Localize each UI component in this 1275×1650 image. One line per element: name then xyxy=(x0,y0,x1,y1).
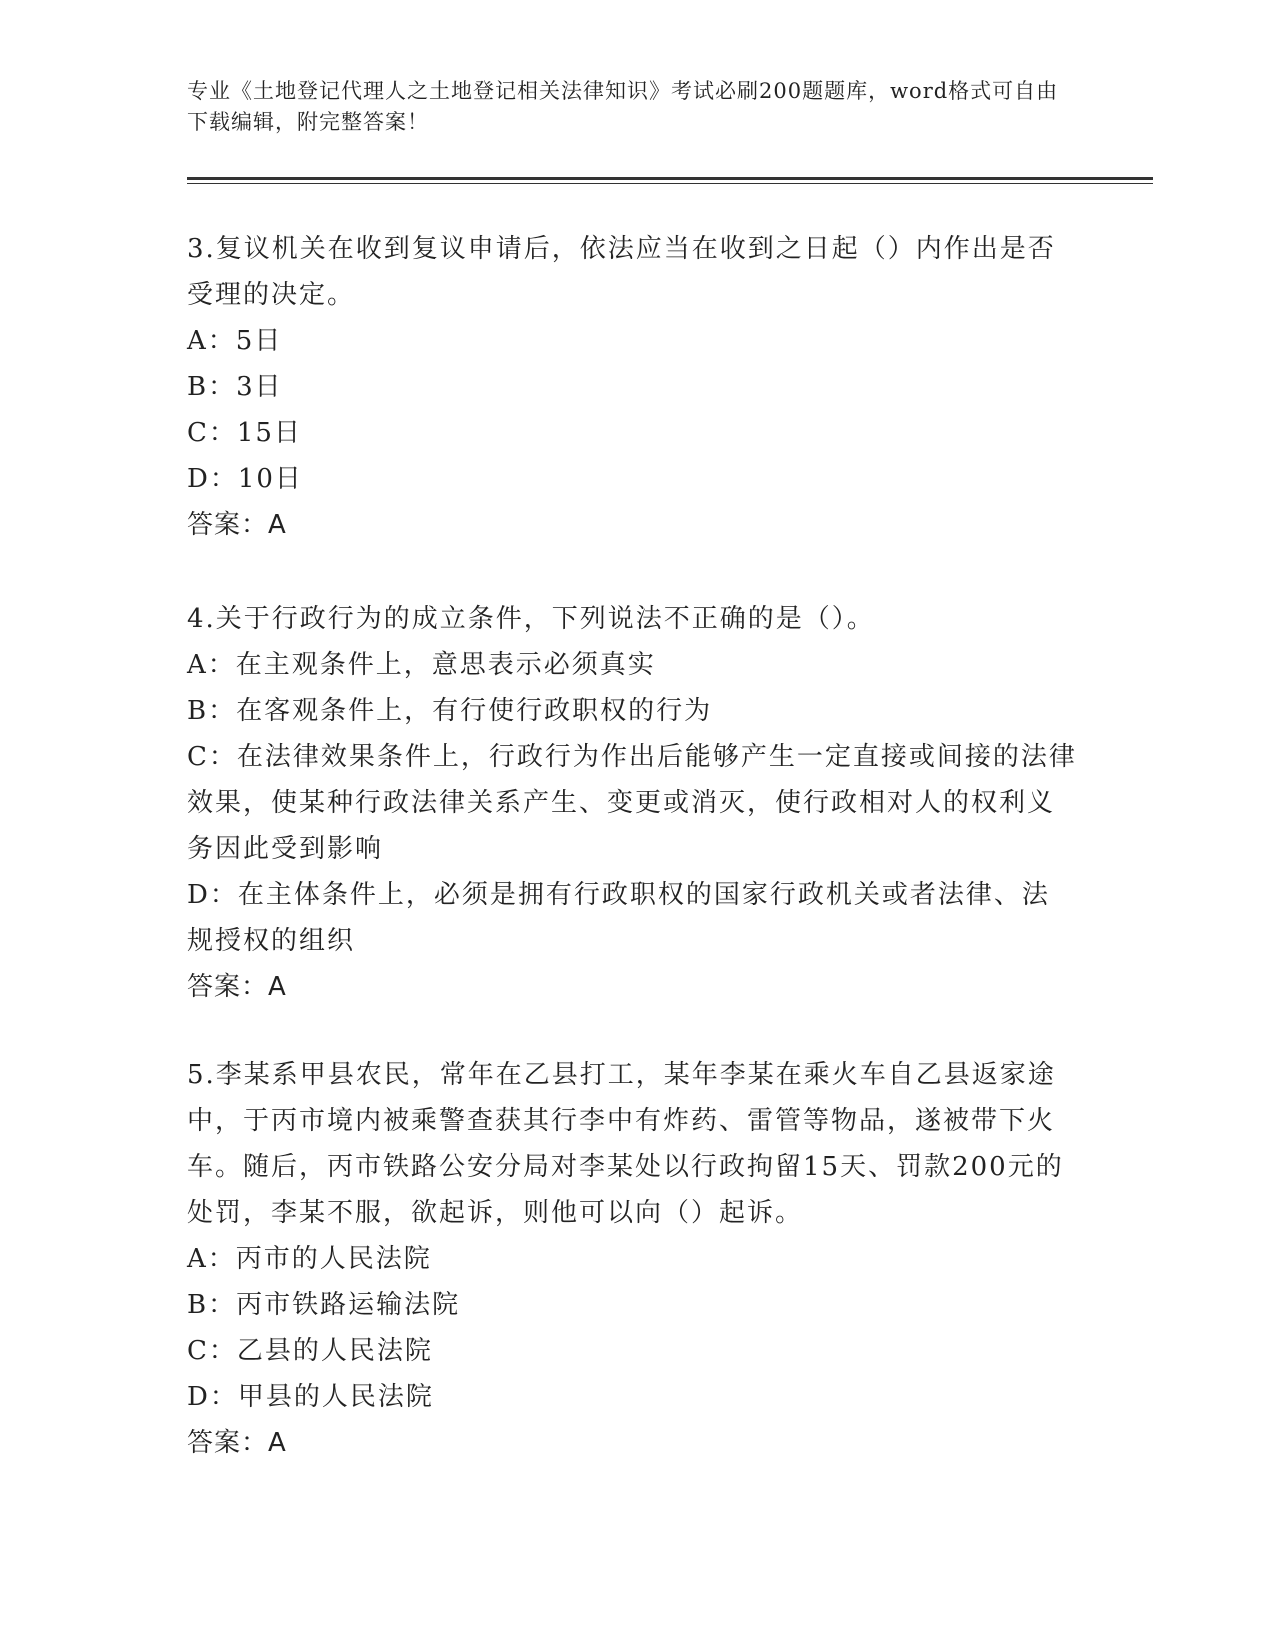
header-divider-thick xyxy=(187,177,1153,180)
answer-line: 答案：A xyxy=(187,1428,287,1458)
option-c: C：在法律效果条件上，行政行为作出后能够产生一定直接或间接的法律效果，使某种行政法律关系产生、变更或消灭，使行政相对人的权利义务因此受到影响 xyxy=(187,742,1077,864)
question-text: 5.李某系甲县农民，常年在乙县打工，某年李某在乘火车自乙县返家途中，于丙市境内被乘警查获其行李中有炸药、雷管等物品，遂被带下火车。随后，丙市铁路公安分局对李某处以行政拘留15天、罚款200元的处罚，李某不服，欲起诉，则他可以向（）起诉。 xyxy=(187,1060,1064,1228)
option-a: A：5日 xyxy=(187,326,283,356)
answer-line: 答案：A xyxy=(187,972,287,1002)
option-b: B：3日 xyxy=(187,372,283,402)
option-c: C：乙县的人民法院 xyxy=(187,1336,433,1366)
option-a: A：在主观条件上，意思表示必须真实 xyxy=(187,650,656,680)
answer-line: 答案：A xyxy=(187,510,287,540)
option-b: B：在客观条件上，有行使行政职权的行为 xyxy=(187,696,713,726)
option-d: D：甲县的人民法院 xyxy=(187,1382,434,1412)
option-b: B：丙市铁路运输法院 xyxy=(187,1290,461,1320)
question-text: 3.复议机关在收到复议申请后，依法应当在收到之日起（）内作出是否受理的决定。 xyxy=(187,234,1056,310)
document-header: 专业《土地登记代理人之土地登记相关法律知识》考试必刷200题题库，word格式可自由下载编辑，附完整答案！ xyxy=(187,79,1059,134)
option-d: D：在主体条件上，必须是拥有行政职权的国家行政机关或者法律、法规授权的组织 xyxy=(187,880,1050,956)
question-3 xyxy=(187,226,1077,548)
header-divider-thin xyxy=(187,183,1153,184)
option-a: A：丙市的人民法院 xyxy=(187,1244,432,1274)
question-5 xyxy=(187,1052,1077,1466)
question-4 xyxy=(187,596,1077,1010)
option-c: C：15日 xyxy=(187,418,302,448)
option-d: D：10日 xyxy=(187,464,303,494)
question-text: 4.关于行政行为的成立条件，下列说法不正确的是（）。 xyxy=(187,604,875,634)
